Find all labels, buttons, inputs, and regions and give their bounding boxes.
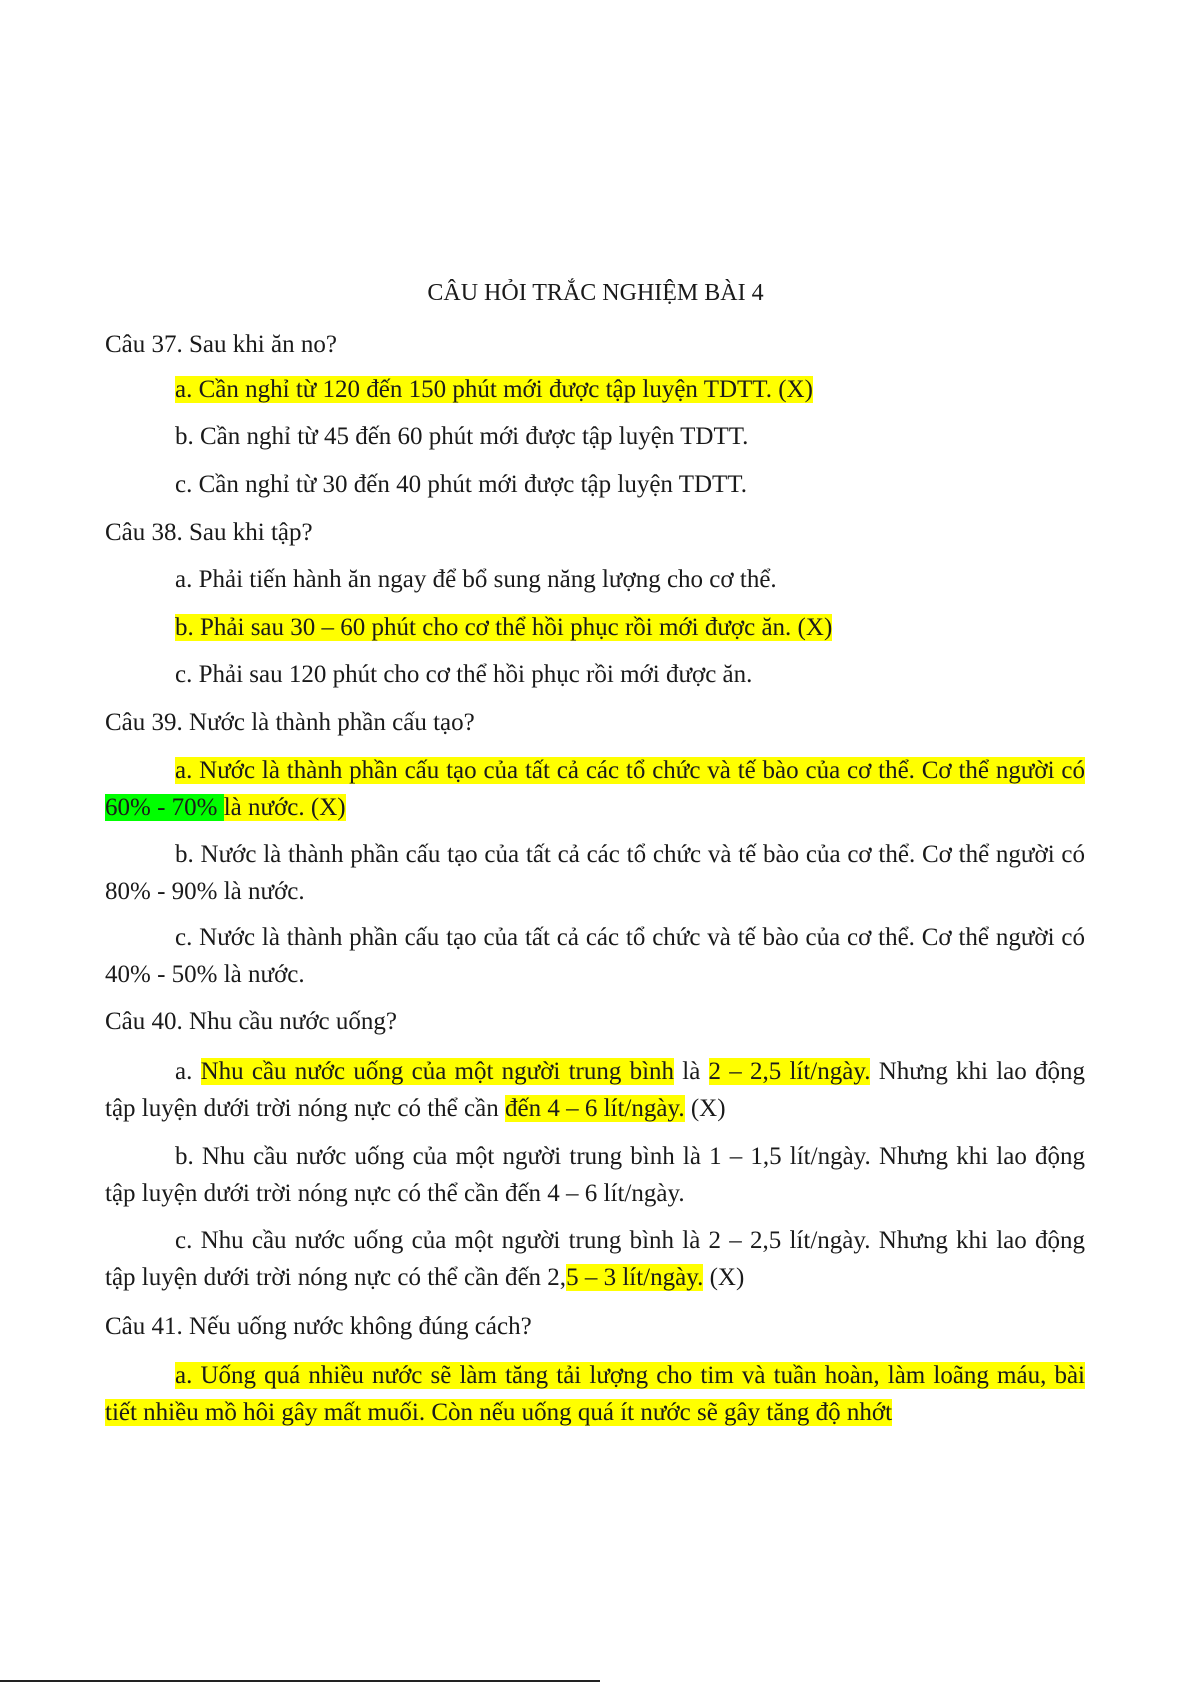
question-38: Câu 38. Sau khi tập? [105, 519, 313, 546]
option-text: c. Nhu cầu nước uống của một người trung bình là 2 – 2,5 lít/ngày. Nhưng khi lao động tập luyện dưới trời nóng nực có thể cần đến 2, [105, 1227, 1085, 1291]
answer-highlight-green: 60% - 70% [105, 794, 224, 821]
question-38-option-c: c. Phải sau 120 phút cho cơ thể hồi phục rồi mới được ăn. [175, 661, 753, 688]
answer-highlight: a. Cần nghỉ từ 120 đến 150 phút mới được tập luyện TDTT. (X) [175, 376, 813, 403]
question-37-option-c: c. Cần nghỉ từ 30 đến 40 phút mới được tập luyện TDTT. [175, 471, 747, 498]
answer-highlight: a. Nước là thành phần cấu tạo của tất cả các tổ chức và tế bào của cơ thể. Cơ thể người có [175, 757, 1085, 784]
answer-highlight: 2 – 2,5 lít/ngày. [708, 1058, 871, 1085]
option-text: là [674, 1058, 709, 1085]
option-text: (X) [703, 1264, 745, 1291]
question-39: Câu 39. Nước là thành phần cấu tạo? [105, 709, 475, 736]
question-41-option-a [105, 1357, 1085, 1431]
answer-highlight: đến 4 – 6 lít/ngày. [504, 1095, 685, 1122]
question-39-option-a [105, 752, 1085, 826]
footer-divider [0, 1680, 600, 1682]
page-title: CÂU HỎI TRẮC NGHIỆM BÀI 4 [427, 280, 764, 306]
option-text: (X) [684, 1095, 726, 1122]
question-40-option-a [105, 1053, 1085, 1127]
question-40-option-c [105, 1222, 1085, 1296]
question-39-option-c: c. Nước là thành phần cấu tạo của tất cả các tổ chức và tế bào của cơ thể. Cơ thể người có 40% - 50% là nước. [105, 924, 1085, 988]
option-text: Nhưng khi lao động tập luyện dưới trời nóng nực có thể cần [105, 1058, 1085, 1122]
option-prefix: a. [175, 1058, 201, 1085]
question-37-option-b: b. Cần nghỉ từ 45 đến 60 phút mới được tập luyện TDTT. [175, 423, 749, 450]
question-39-option-b: b. Nước là thành phần cấu tạo của tất cả các tổ chức và tế bào của cơ thể. Cơ thể người có 80% - 90% là nước. [105, 841, 1085, 905]
answer-highlight: là nước. (X) [223, 794, 346, 821]
question-37: Câu 37. Sau khi ăn no? [105, 331, 337, 358]
question-37-option-a [175, 375, 813, 405]
question-40-option-b: b. Nhu cầu nước uống của một người trung bình là 1 – 1,5 lít/ngày. Nhưng khi lao động tập luyện dưới trời nóng nực có thể cần đến 4 – 6 lít/ngày. [105, 1143, 1085, 1207]
answer-highlight: Nhu cầu nước uống của một người trung bình [200, 1058, 675, 1085]
answer-highlight: a. Uống quá nhiều nước sẽ làm tăng tải lượng cho tim và tuần hoàn, làm loãng máu, bài tiết nhiều mồ hôi gây mất muối. Còn nếu uống quá ít nước sẽ gây tăng độ nhớt [105, 1362, 1085, 1426]
question-38-option-a: a. Phải tiến hành ăn ngay để bổ sung năng lượng cho cơ thể. [175, 566, 777, 593]
answer-highlight: 5 – 3 lít/ngày. [566, 1264, 704, 1291]
answer-highlight: b. Phải sau 30 – 60 phút cho cơ thể hồi phục rồi mới được ăn. (X) [175, 614, 833, 641]
question-41: Câu 41. Nếu uống nước không đúng cách? [105, 1313, 532, 1340]
question-40: Câu 40. Nhu cầu nước uống? [105, 1008, 397, 1035]
question-38-option-b [175, 613, 832, 643]
